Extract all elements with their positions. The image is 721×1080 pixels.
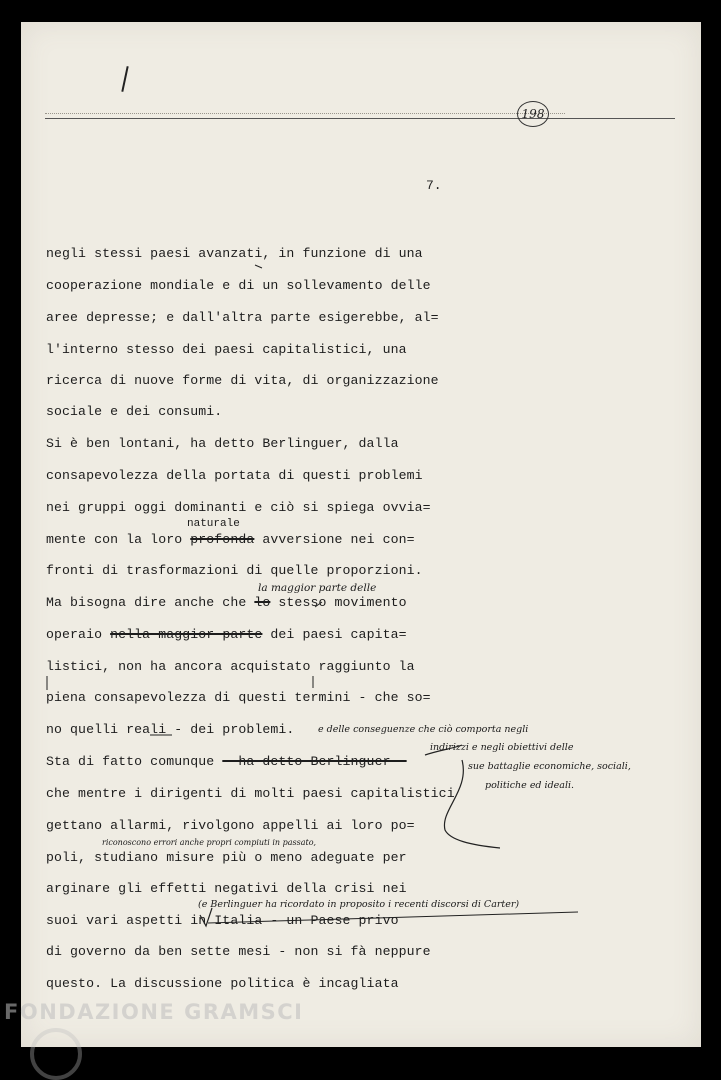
typed-line: Si è ben lontani, ha detto Berlinguer, dalla [46,436,399,451]
inserted-word-naturale: naturale [187,518,240,530]
margin-note: politiche ed ideali. [485,780,575,791]
typed-line: cooperazione mondiale e di un sollevamento delle [46,278,431,293]
margin-note: indirizzi e negli obiettivi delle [430,742,574,753]
typed-line: fronti di trasformazioni di quelle proporzioni. [46,563,423,578]
struck-word: nella maggior parte [110,627,263,642]
typed-segment: dei paesi capita= [262,627,407,642]
section-number: 7. [426,178,442,193]
interlinear-note: riconoscono errori anche propri compiuti in passato, [102,838,317,847]
typed-line: aree depresse; e dall'altra parte esigerebbe, al= [46,310,439,325]
margin-note: sue battaglie economiche, sociali, [468,761,631,772]
struck-word: - ha detto Berlinguer - [222,754,407,769]
watermark: FONDAZIONE GRAMSCI [4,1000,304,1024]
typed-line: no quelli reali - dei problemi. [46,722,295,737]
struck-word: lo [254,595,271,610]
typed-line: poli, studiano misure più o meno adeguate per [46,850,407,865]
typed-line: di governo da ben sette mesi - non si fà neppure [46,944,431,959]
margin-note: e delle conseguenze che ciò comporta negli [318,724,529,735]
typed-line: sociale e dei consumi. [46,404,223,419]
typed-line: ricerca di nuove forme di vita, di organizzazione [46,373,439,388]
struck-word: profonda [190,532,255,547]
typed-line: consapevolezza della portata di questi problemi [46,468,423,483]
typed-line: negli stessi paesi avanzati, in funzione di una [46,246,423,261]
typed-segment: avversione nei con= [254,532,415,547]
typed-line: questo. La discussione politica è incagliata [46,976,399,991]
handwritten-insertion: la maggior parte delle [258,582,377,594]
typed-line: nei gruppi oggi dominanti e ciò si spiega ovvia= [46,500,431,515]
typed-segment: Sta di fatto comunque [46,754,223,769]
interlinear-note: (e Berlinguer ha ricordato in proposito i recenti discorsi di Carter) [198,899,520,910]
typed-line: suoi vari aspetti in Italia - un Paese privo [46,913,399,928]
typed-segment: operaio [46,627,111,642]
typed-line: l'interno stesso dei paesi capitalistici, una [46,342,407,357]
typed-segment: mente con la loro [46,532,191,547]
typed-line: che mentre i dirigenti di molti paesi capitalistici [46,786,455,801]
typed-segment: Ma bisogna dire anche che [46,595,255,610]
page-number: 198 [517,101,549,127]
typed-line: piena consapevolezza di questi termini - che so= [46,690,431,705]
typed-line: listici, non ha ancora acquistato raggiunto la [46,659,415,674]
watermark-logo-icon [30,1028,82,1080]
typed-line: gettano allarmi, rivolgono appelli ai loro po= [46,818,415,833]
typed-segment: stesso movimento [270,595,407,610]
typed-line: arginare gli effetti negativi della crisi nei [46,881,407,896]
